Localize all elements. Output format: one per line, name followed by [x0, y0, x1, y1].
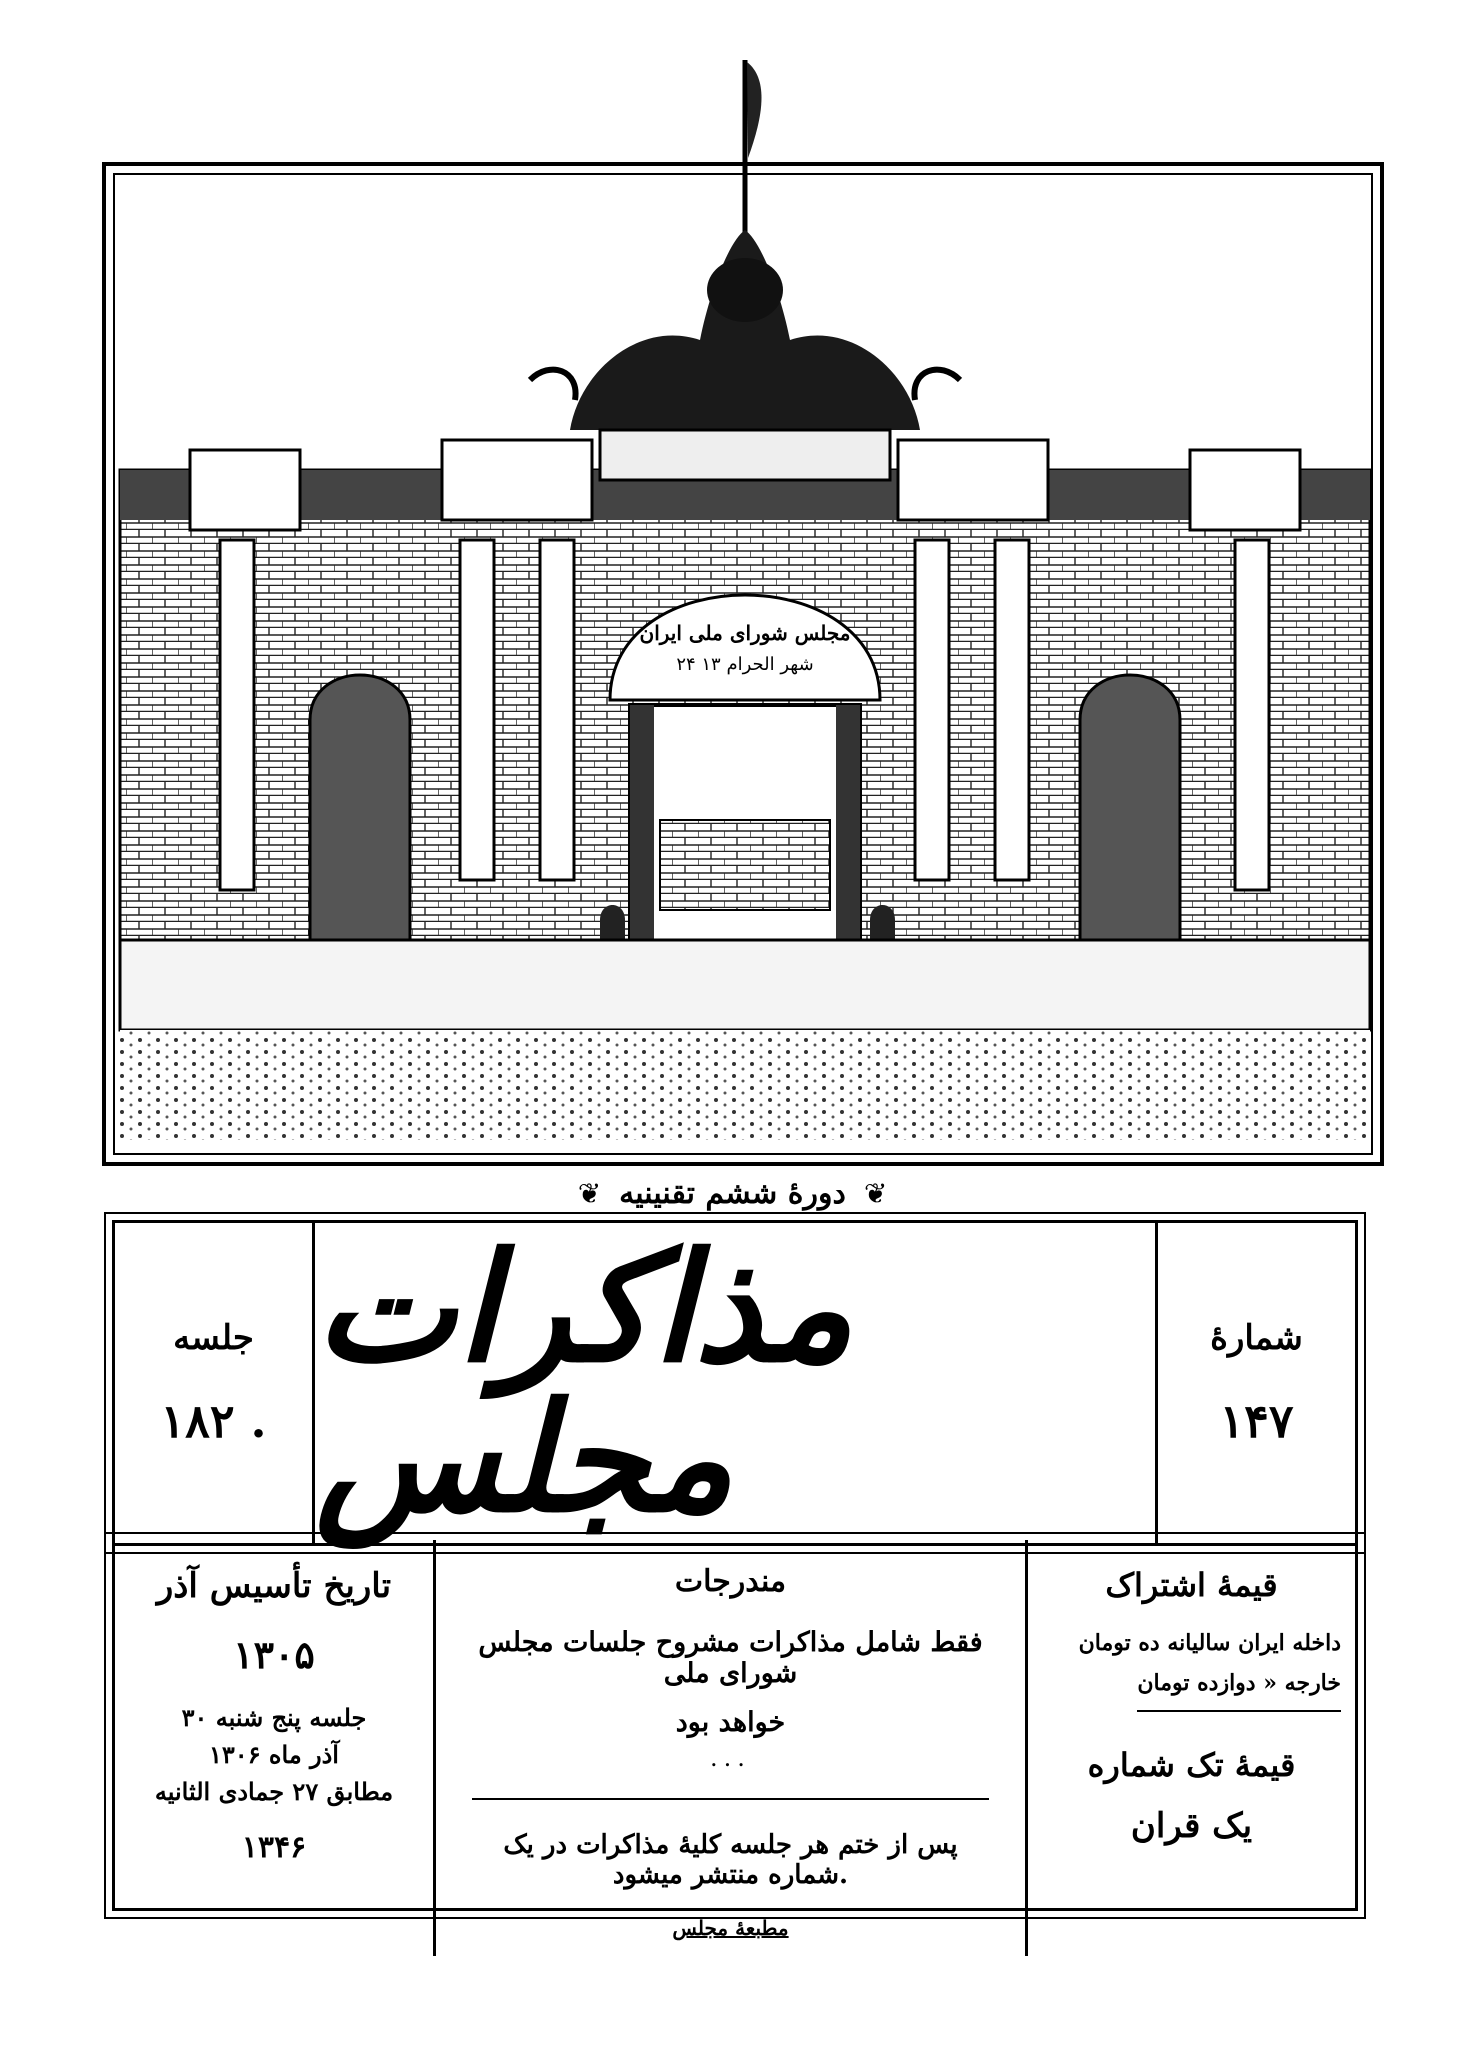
session-number: ۱۸۲ .: [160, 1394, 267, 1448]
session-box: [115, 1223, 315, 1543]
info-panel: [112, 1540, 1358, 1940]
foreign-price: خارجه « دوازده تومان: [1137, 1670, 1341, 1712]
founding-heading: تاریخ تأسیس آذر: [156, 1566, 392, 1606]
hijri-date: مطابق ۲۷ جمادی الثانیه: [154, 1777, 394, 1806]
series-label-row: [0, 1168, 1465, 1218]
gate-inscription-date: ۲۴ شهر الحرام ۱۳: [676, 654, 814, 675]
contents-line-1: فقط شامل مذاکرات مشروح جلسات مجلس شورای ملی: [478, 1627, 983, 1689]
session-day: جلسه پنج شنبه ۳۰: [181, 1703, 367, 1732]
month-year: آذر ماه ۱۳۰۶: [209, 1740, 339, 1769]
contents-line-2: خواهد بود: [675, 1707, 786, 1738]
subscription-heading: قیمهٔ اشتراک: [1105, 1566, 1278, 1604]
parliament-gate-illustration: [100, 40, 1390, 1168]
founding-year: ۱۳۰۵: [233, 1632, 315, 1677]
contents-heading: مندرجات: [674, 1564, 787, 1599]
single-issue-heading: قیمهٔ تک شماره: [1087, 1746, 1296, 1784]
domestic-price: داخله ایران سالیانه ده تومان: [1078, 1630, 1341, 1656]
session-label: جلسه: [173, 1318, 254, 1358]
founding-date-column: [115, 1540, 433, 1956]
contents-column: [433, 1540, 1025, 1956]
right-niche: [1080, 675, 1180, 940]
left-niche: [310, 675, 410, 940]
masthead: [112, 1220, 1358, 1546]
newspaper-title: مذاکرات مجلس: [315, 1220, 853, 1546]
printer-name: مطبعهٔ مجلس: [672, 1916, 789, 1940]
legislative-term-label: دورهٔ ششم تقنینیه: [619, 1175, 846, 1211]
gate-inscription-top: مجلس شورای ملی ایران: [639, 621, 851, 645]
gate-engraving: [100, 40, 1390, 1168]
dot-separator: ...: [710, 1744, 751, 1772]
ornament-icon: ❦: [577, 1176, 602, 1210]
publication-note: پس از ختم هر جلسه کلیهٔ مذاکرات در یک شماره منتشر میشود.: [472, 1798, 988, 1890]
issue-label: شمارهٔ: [1210, 1318, 1303, 1358]
issue-number: ۱۴۷: [1219, 1394, 1294, 1448]
ornament-icon: ❦: [863, 1176, 888, 1210]
issue-box: [1155, 1223, 1355, 1543]
inner-courtyard-building: [660, 820, 830, 910]
ground: [120, 1030, 1370, 1140]
subscription-column: [1025, 1540, 1355, 1956]
single-issue-price: یک قران: [1130, 1806, 1253, 1846]
hijri-year: ۱۳۴۶: [241, 1830, 307, 1865]
flag: [747, 62, 761, 158]
